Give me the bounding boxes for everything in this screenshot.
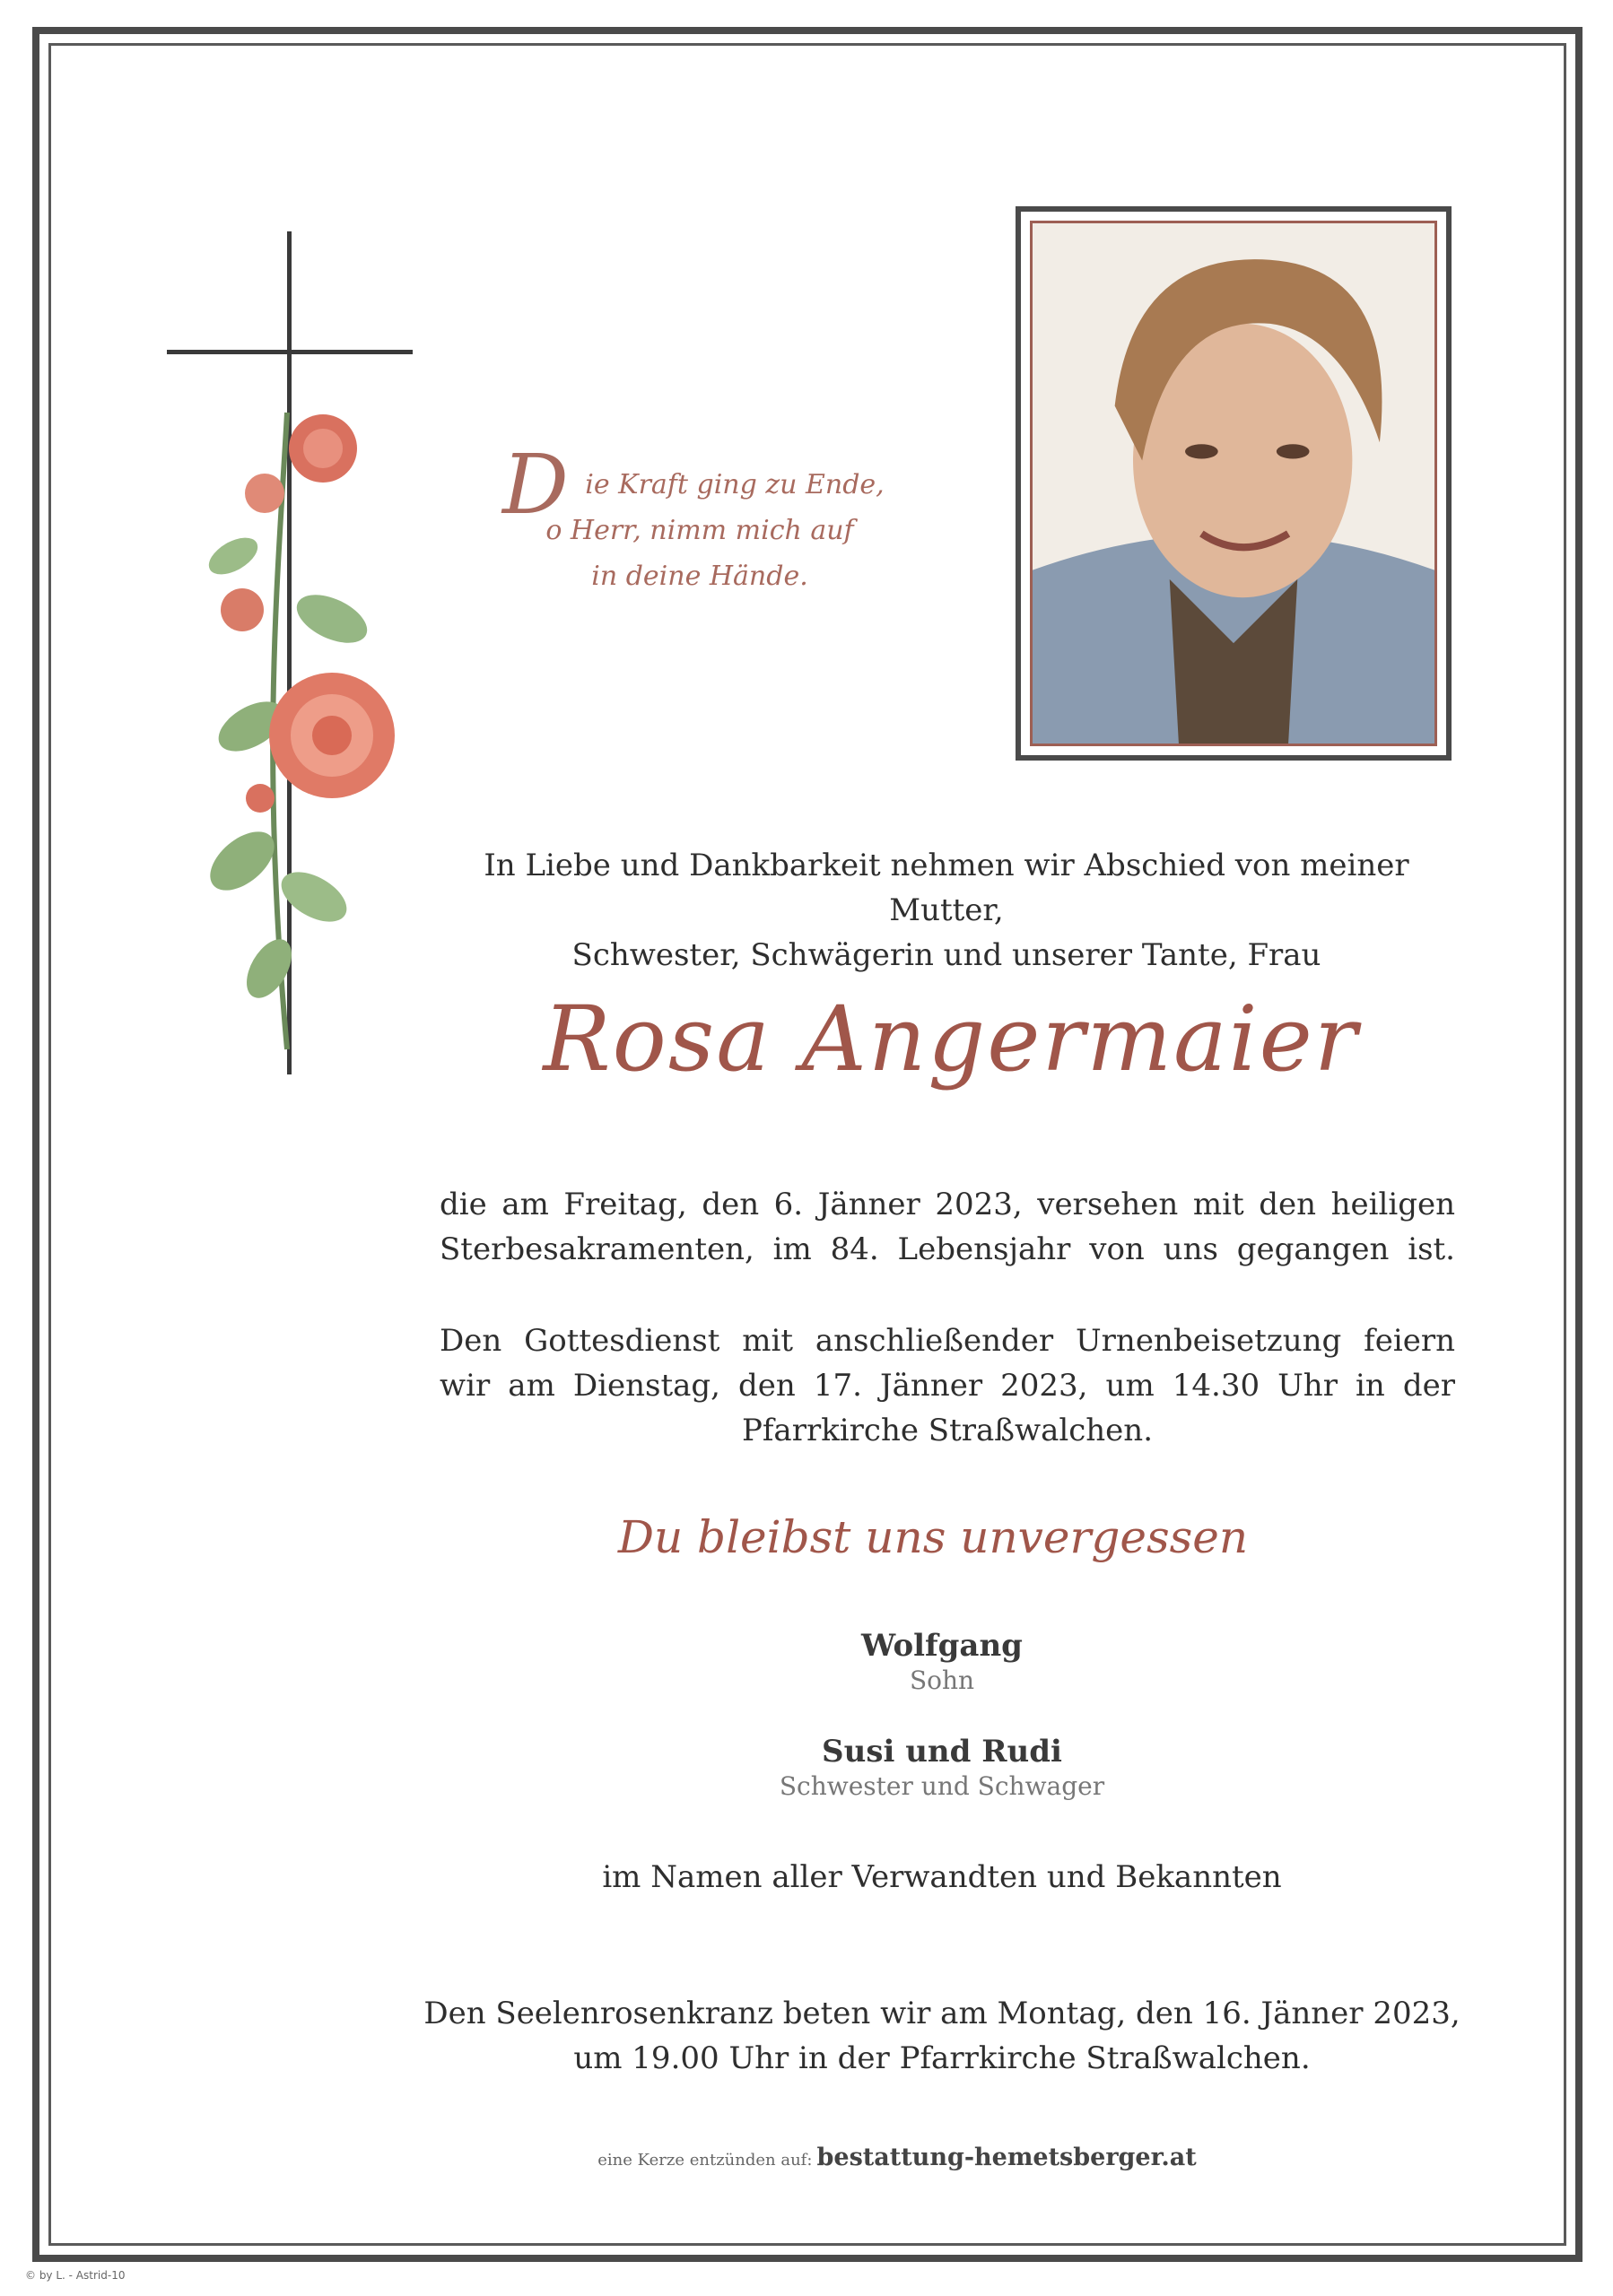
rosary-line-2: um 19.00 Uhr in der Pfarrkirche Straßwalchen. — [573, 2040, 1311, 2076]
rosary-line-1: Den Seelenrosenkranz beten wir am Montag, den 16. Jänner 2023, — [423, 1996, 1460, 2031]
copyright-note: © by L. - Astrid-10 — [25, 2269, 126, 2282]
behalf-line: im Namen aller Verwandten und Bekannten — [602, 1859, 1282, 1895]
quote-initial: D — [502, 437, 569, 533]
portrait-photo — [1030, 221, 1437, 746]
mourner-name: Wolfgang — [861, 1628, 1023, 1664]
portrait-image — [1033, 223, 1434, 744]
footer — [538, 2144, 1256, 2171]
service-line-2: wir am Dienstag, den 17. Jänner 2023, um 14.30 Uhr in der — [440, 1368, 1455, 1404]
memorial-quote — [484, 437, 915, 599]
rosary-info — [404, 1991, 1480, 2081]
quote-line-3: in deine Hände. — [591, 561, 808, 592]
intro-text — [431, 843, 1462, 978]
cross-horizontal-bar — [167, 350, 413, 354]
memorial-motto: Du bleibst uns unvergessen — [617, 1511, 1249, 1563]
quote-line-1: ie Kraft ging zu Ende, — [585, 469, 885, 500]
quote-line-2: o Herr, nimm mich auf — [545, 515, 854, 546]
footer-prefix: eine Kerze entzünden auf: — [597, 2151, 813, 2170]
death-notice — [440, 1182, 1455, 1272]
service-line-1: Den Gottesdienst mit anschließender Urnenbeisetzung feiern — [440, 1323, 1455, 1359]
service-info — [440, 1318, 1455, 1453]
intro-line-2: Schwester, Schwägerin und unserer Tante, Frau — [571, 937, 1321, 973]
intro-line-1: In Liebe und Dankbarkeit nehmen wir Abschied von meiner Mutter, — [484, 848, 1409, 928]
mourner-role: Schwester und Schwager — [779, 1771, 1105, 1801]
death-notice-line-2: Sterbesakramenten, im 84. Lebensjahr von uns gegangen ist. — [440, 1231, 1455, 1267]
rose-illustration — [188, 395, 458, 1058]
portrait-frame — [1016, 206, 1452, 761]
mourner-name: Susi und Rudi — [822, 1734, 1062, 1770]
mourner-role: Sohn — [909, 1665, 975, 1695]
deceased-name: Rosa Angermaier — [543, 987, 1359, 1091]
service-line-3: Pfarrkirche Straßwalchen. — [741, 1413, 1154, 1448]
death-notice-line-1: die am Freitag, den 6. Jänner 2023, versehen mit den heiligen — [440, 1187, 1455, 1222]
website-link[interactable]: bestattung-hemetsberger.at — [816, 2144, 1197, 2171]
